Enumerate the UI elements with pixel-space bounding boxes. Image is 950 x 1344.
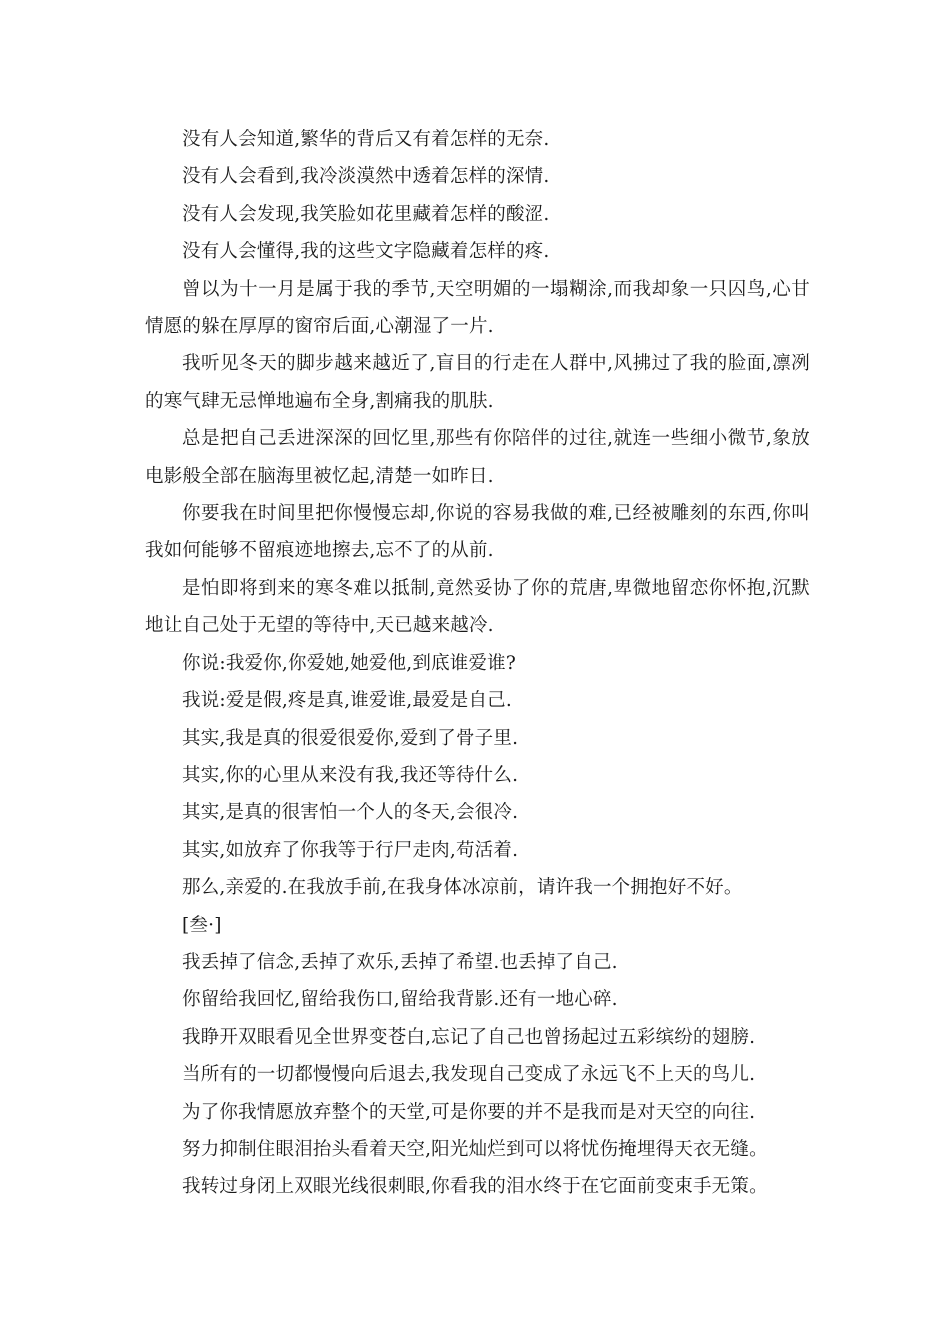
paragraph: 那么,亲爱的.在我放手前,在我身体冰凉前，请许我一个拥抱好不好。 [182, 877, 743, 899]
paragraph: 当所有的一切都慢慢向后退去,我发现自己变成了永远飞不上天的鸟儿. [182, 1064, 756, 1086]
paragraph: 我转过身闭上双眼光线很刺眼,你看我的泪水终于在它面前变束手无策。 [182, 1176, 768, 1198]
paragraph: 没有人会知道,繁华的背后又有着怎样的无奈. [182, 129, 550, 150]
paragraph: 其实,是真的很害怕一个人的冬天,会很冷. [182, 802, 519, 824]
paragraph: 你说:我爱你,你爱她,她爱他,到底谁爱谁? [182, 652, 516, 674]
paragraph: 我睁开双眼看见全世界变苍白,忘记了自己也曾扬起过五彩缤纷的翅膀. [182, 1026, 756, 1048]
paragraph: 你要我在时间里把你慢慢忘却,你说的容易我做的难,已经被雕刻的东西,你叫我如何能够不留痕迹地擦去,忘不了的从前. [145, 503, 810, 562]
paragraph: 其实,我是真的很爱很爱你,爱到了骨子里. [182, 727, 519, 749]
paragraph: 其实,如放弃了你我等于行尸走肉,苟活着. [182, 839, 519, 861]
paragraph: 曾以为十一月是属于我的季节,天空明媚的一塌糊涂,而我却象一只囚鸟,心甘情愿的躲在厚厚的窗帘后面,心潮湿了一片. [145, 278, 810, 338]
paragraph: 总是把自己丢进深深的回忆里,那些有你陪伴的过往,就连一些细小微节,象放电影般全部在脑海里被忆起,清楚一如昨日. [145, 428, 810, 487]
paragraph: 没有人会懂得,我的这些文字隐藏着怎样的疼. [182, 241, 550, 263]
paragraph: 我听见冬天的脚步越来越近了,盲目的行走在人群中,风拂过了我的脸面,凛冽的寒气肆无忌惮地遍布全身,割痛我的肌肤. [145, 353, 810, 412]
paragraph: 我丢掉了信念,丢掉了欢乐,丢掉了希望.也丢掉了自己. [182, 951, 618, 973]
paragraph: 努力抑制住眼泪抬头看着天空,阳光灿烂到可以将忧伤掩埋得天衣无缝。 [182, 1138, 768, 1160]
paragraph: 我说:爱是假,疼是真,谁爱谁,最爱是自己. [182, 690, 512, 712]
paragraph: 其实,你的心里从来没有我,我还等待什么. [182, 764, 519, 786]
section-marker: [叁·] [182, 914, 222, 936]
paragraph: 是怕即将到来的寒冬难以抵制,竟然妥协了你的荒唐,卑微地留恋你怀抱,沉默地让自己处于无望的等待中,天已越来越冷. [145, 577, 810, 637]
paragraph: 你留给我回忆,留给我伤口,留给我背影.还有一地心碎. [182, 989, 618, 1011]
paragraph: 为了你我情愿放弃整个的天堂,可是你要的并不是我而是对天空的向往. [182, 1101, 756, 1123]
document-body [145, 121, 810, 1206]
paragraph: 没有人会看到,我冷淡漠然中透着怎样的深情. [182, 166, 550, 188]
paragraph: 没有人会发现,我笑脸如花里藏着怎样的酸涩. [182, 203, 550, 225]
